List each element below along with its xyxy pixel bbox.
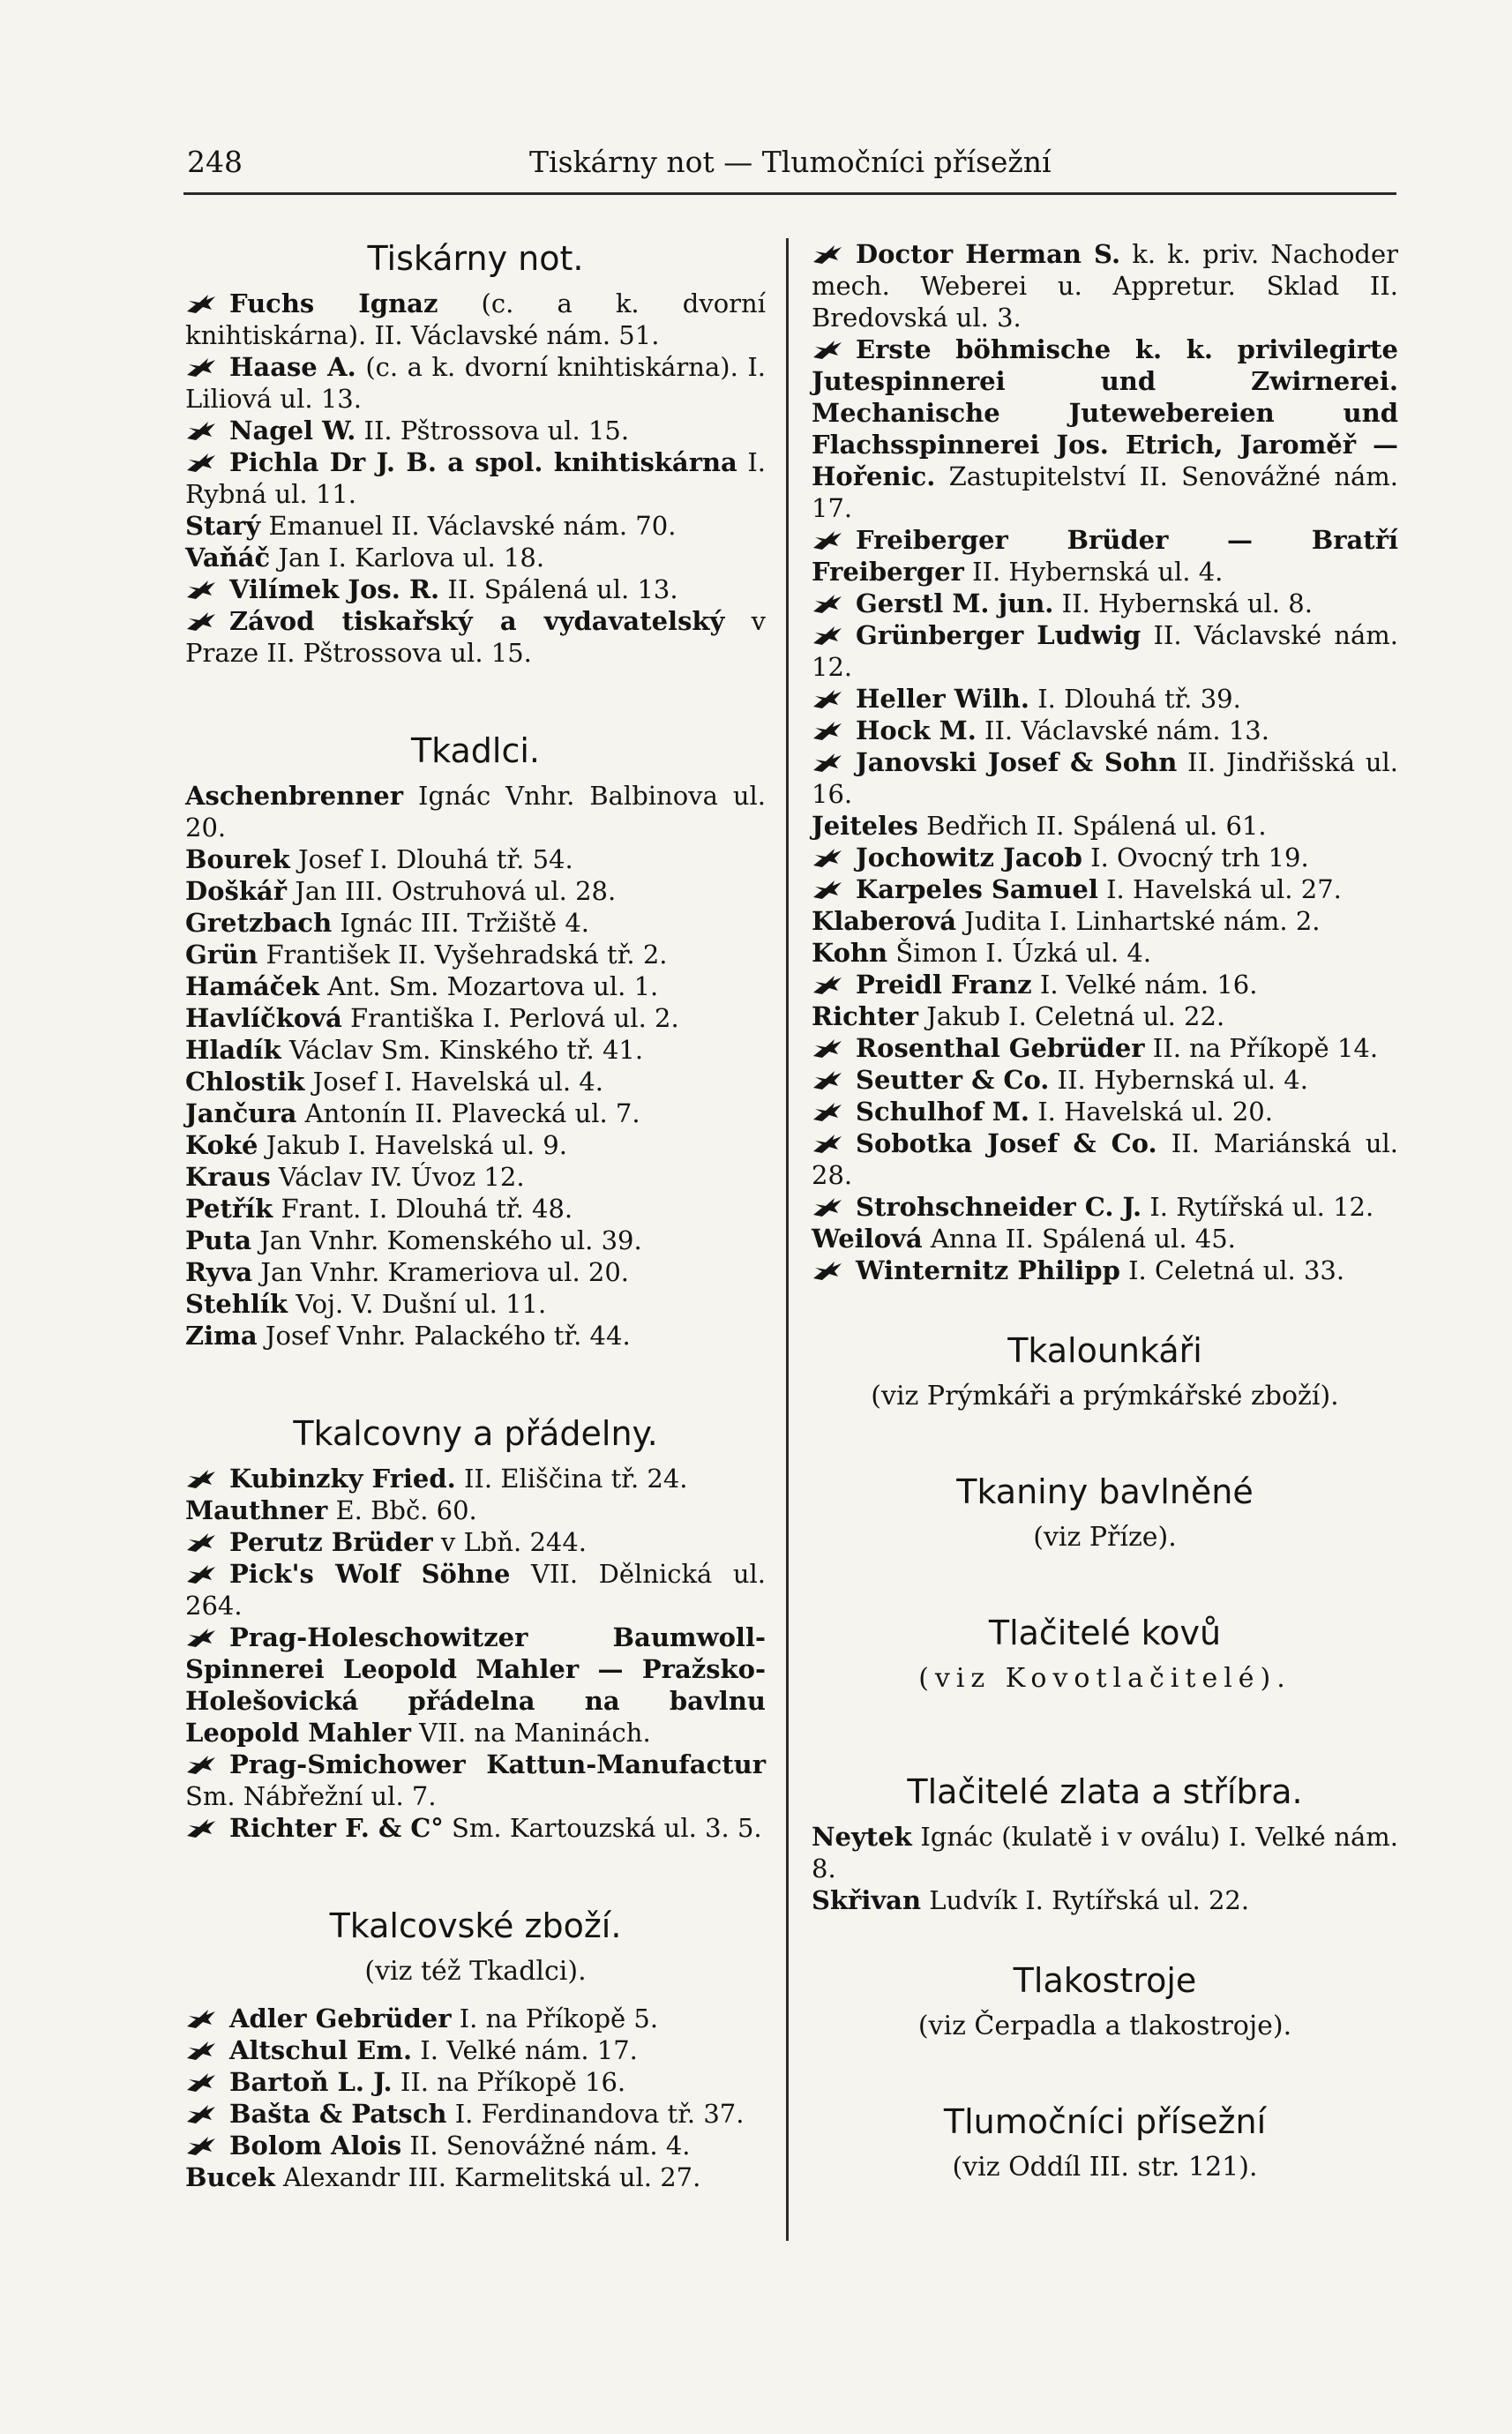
section-title: Tkalounkáři (1007, 1331, 1202, 1370)
entry-name: Kohn (812, 938, 888, 968)
section-title: Tkalcovny a přádelny. (293, 1414, 658, 1453)
directory-entry (185, 415, 766, 446)
entry-name: Prag-Smichower Kattun-Manufactur (229, 1749, 766, 1779)
entry-name: Preidl Franz (856, 970, 1032, 1000)
entry-address: Josef Vnhr. Palackého tř. 44. (265, 1321, 631, 1351)
pointing-hand-icon (812, 1067, 843, 1090)
pointing-hand-icon (812, 1257, 843, 1280)
entry-address: I. Ferdinandova tř. 37. (454, 2099, 745, 2129)
entry-name: Karpeles Samuel (856, 874, 1098, 904)
entry-address: Františka I. Perlová ul. 2. (350, 1003, 679, 1033)
directory-entry (812, 333, 1398, 524)
pointing-hand-icon (185, 1529, 217, 1552)
section-title: Tlumočníci přísežní (943, 2102, 1267, 2141)
directory-entry (185, 2130, 766, 2161)
directory-entry (812, 1884, 1398, 1916)
entry-name: Doctor Herman S. (856, 239, 1121, 269)
entry-address: Sm. Kartouzská ul. 3. 5. (452, 1813, 762, 1843)
entry-name: Ryva (185, 1257, 253, 1287)
entry-address: Jakub I. Havelská ul. 9. (266, 1130, 567, 1160)
section-note: (viz Oddíl III. str. 121). (952, 2152, 1258, 2183)
directory-entry (185, 605, 766, 669)
entry-name: Skřivan (812, 1885, 922, 1915)
pointing-hand-icon (812, 527, 843, 550)
entry-name: Zima (185, 1321, 258, 1351)
directory-entry (185, 1129, 766, 1161)
pointing-hand-icon (185, 2037, 217, 2060)
pointing-hand-icon (812, 876, 843, 899)
pointing-hand-icon (185, 2101, 217, 2123)
directory-entry (185, 1749, 766, 1812)
directory-entry (812, 1000, 1398, 1032)
entry-name: Doškář (185, 876, 287, 906)
section-title: Tkalcovské zboží. (329, 1906, 622, 1945)
running-title: Tiskárny not — Tlumočníci přísežní (529, 145, 1052, 179)
directory-entry (185, 1066, 766, 1097)
entry-address: Václav Sm. Kinského tř. 41. (288, 1035, 644, 1065)
pointing-hand-icon (185, 1465, 217, 1488)
running-header (0, 141, 1512, 194)
entry-name: Grün (185, 940, 258, 970)
pointing-hand-icon (812, 1130, 843, 1153)
entry-address: Josef I. Havelská ul. 4. (312, 1067, 603, 1097)
entry-address: II. na Příkopě 16. (400, 2067, 626, 2097)
entry-name: Havlíčková (185, 1003, 342, 1033)
entry-address: Antonín II. Plavecká ul. 7. (304, 1098, 640, 1128)
directory-entry (812, 810, 1398, 842)
directory-entry (185, 1097, 766, 1129)
section-title: Tlačitelé kovů (988, 1614, 1222, 1652)
entry-name: Richter (812, 1001, 918, 1031)
entry-name: Bašta & Patsch (229, 2099, 447, 2129)
section-note: (viz též Tkadlci). (364, 1956, 587, 1987)
entry-address: v Praze II. Pštrossova ul. 15. (185, 606, 766, 668)
entry-address: VII. na Maninách. (419, 1718, 651, 1748)
directory-entry (812, 524, 1398, 588)
directory-entry (812, 683, 1398, 715)
section-gap (812, 1427, 1398, 1472)
entry-name: Jančura (185, 1098, 297, 1128)
entry-address: Jan I. Karlova ul. 18. (278, 543, 545, 573)
directory-entry (185, 843, 766, 875)
entry-name: Stehlík (185, 1289, 288, 1319)
section-gap (812, 1916, 1398, 1960)
pointing-hand-icon (185, 290, 217, 313)
entry-name: Haase A. (229, 352, 356, 382)
entry-name: Altschul Em. (229, 2035, 413, 2065)
entry-name: Jeiteles (812, 811, 918, 841)
pointing-hand-icon (185, 2005, 217, 2028)
section-note: (viz Čerpadla a tlakostroje). (917, 2011, 1292, 2041)
entry-address: II. Václavské nám. 12. (812, 620, 1398, 682)
entry-name: Prag-Holeschowitzer Baumwoll-Spinnerei Leopold Mahler — Pražsko-Holešovická přádelna na bavlnu Leopold Mahler (185, 1622, 766, 1748)
directory-entry (812, 715, 1398, 746)
entry-address: Jan Vnhr. Komenského ul. 39. (259, 1225, 642, 1255)
directory-entry (185, 907, 766, 939)
entry-name: Pick's Wolf Söhne (229, 1559, 511, 1589)
pointing-hand-icon (812, 336, 843, 359)
directory-entry (812, 1191, 1398, 1223)
directory-entry (185, 573, 766, 605)
pointing-hand-icon (185, 576, 217, 599)
entry-name: Winternitz Philipp (856, 1255, 1120, 1285)
entry-address: Ant. Sm. Mozartova ul. 1. (327, 971, 659, 1001)
header-rule (183, 192, 1396, 195)
entry-name: Bolom Alois (229, 2131, 402, 2161)
section-title: Tlačitelé zlata a stříbra. (907, 1772, 1303, 1811)
entry-name: Hamáček (185, 971, 319, 1001)
entry-address: I. Dlouhá tř. 39. (1037, 684, 1241, 714)
pointing-hand-icon (812, 844, 843, 867)
entry-address: Jakub I. Celetná ul. 22. (926, 1001, 1225, 1031)
pointing-hand-icon (812, 241, 843, 264)
entry-name: Seutter & Co. (856, 1065, 1050, 1095)
entry-address: František II. Vyšehradská tř. 2. (266, 940, 668, 970)
pointing-hand-icon (812, 749, 843, 772)
entry-address: Sm. Nábřežní ul. 7. (185, 1781, 437, 1811)
pointing-hand-icon (185, 417, 217, 440)
entry-address: VII. Dělnická ul. 264. (185, 1559, 766, 1621)
entry-address: (c. a k. dvorní knihtiskárna). I. Liliová ul. 13. (185, 352, 767, 414)
directory-entry (185, 1320, 766, 1352)
directory-entry (812, 937, 1398, 969)
directory-entry (185, 510, 766, 542)
directory-entry (812, 238, 1398, 333)
section-gap (812, 1710, 1398, 1771)
entry-name: Klaberová (812, 906, 957, 936)
directory-entry (185, 2098, 766, 2130)
entry-address: Šimon I. Úzká ul. 4. (895, 938, 1152, 968)
pointing-hand-icon (812, 971, 843, 994)
entry-name: Fuchs Ignaz (229, 288, 438, 318)
directory-entry (185, 351, 766, 415)
directory-entry (185, 875, 766, 907)
entry-name: Perutz Brüder (229, 1527, 433, 1557)
pointing-hand-icon (812, 1035, 843, 1058)
section-title: Tiskárny not. (367, 239, 584, 278)
entry-address: II. Spálená ul. 13. (447, 574, 678, 604)
entry-address: I. Celetná ul. 33. (1128, 1255, 1345, 1285)
directory-entry (812, 969, 1398, 1000)
entry-name: Richter F. & C° (229, 1813, 444, 1843)
directory-entry (812, 588, 1398, 619)
directory-entry (185, 1463, 766, 1494)
directory-entry (812, 1821, 1398, 1884)
entry-name: Hock M. (856, 715, 977, 745)
directory-entry (185, 1288, 766, 1320)
entry-name: Mauthner (185, 1495, 328, 1525)
entry-name: Vaňáč (185, 543, 271, 573)
pointing-hand-icon (812, 590, 843, 613)
pointing-hand-icon (812, 1194, 843, 1217)
entry-address: I. na Příkopě 5. (459, 2003, 659, 2033)
section-note: (viz Příze). (1033, 1522, 1177, 1553)
entry-address: I. Velké nám. 16. (1039, 970, 1258, 1000)
directory-entry (812, 1127, 1398, 1191)
entry-address: v Lbň. 244. (440, 1527, 588, 1557)
entry-name: Rosenthal Gebrüder (856, 1033, 1145, 1063)
entry-address: I. Havelská ul. 27. (1106, 874, 1342, 904)
pointing-hand-icon (185, 1815, 217, 1838)
directory-entry (185, 1034, 766, 1066)
entry-address: I. Rytířská ul. 12. (1149, 1192, 1374, 1222)
directory-entry (812, 1223, 1398, 1254)
entry-address: Zastupitelství II. Senovážné nám. 17. (812, 461, 1398, 523)
entry-address: II. Eliščina tř. 24. (463, 1464, 688, 1494)
entry-name: Závod tiskařský a vydavatelský (229, 606, 725, 636)
entry-address: Anna II. Spálená ul. 45. (930, 1224, 1236, 1254)
entry-address: Jan Vnhr. Krameriova ul. 20. (260, 1257, 630, 1287)
entry-name: Bourek (185, 844, 290, 874)
directory-entry (812, 873, 1398, 905)
directory-entry (185, 1002, 766, 1034)
entry-address: Voj. V. Dušní ul. 11. (296, 1289, 547, 1319)
entry-name: Schulhof M. (856, 1097, 1029, 1127)
entry-address: Bedřich II. Spálená ul. 61. (926, 811, 1267, 841)
entry-address: Ignác III. Tržiště 4. (340, 908, 589, 938)
entry-name: Gerstl M. jun. (856, 588, 1054, 618)
entry-name: Kubinzky Fried. (229, 1464, 456, 1494)
entry-address: Ignác Vnhr. Balbinova ul. 20. (185, 781, 766, 843)
directory-entry (812, 842, 1398, 873)
entry-address: Alexandr III. Karmelitská ul. 27. (283, 2162, 701, 2192)
entry-name: Adler Gebrüder (229, 2003, 452, 2033)
section-gap (812, 1569, 1398, 1613)
section-note: (viz Prýmkáři a prýmkářské zboží). (871, 1381, 1339, 1412)
directory-entry (185, 2066, 766, 2098)
pointing-hand-icon (185, 1561, 217, 1584)
pointing-hand-icon (812, 685, 843, 708)
pointing-hand-icon (812, 622, 843, 645)
section-gap (812, 2057, 1398, 2101)
entry-name: Grünberger Ludwig (856, 620, 1141, 650)
entry-name: Gretzbach (185, 908, 333, 938)
pointing-hand-icon (185, 449, 217, 472)
entry-address: II. na Příkopě 14. (1152, 1033, 1379, 1063)
entry-name: Kraus (185, 1162, 271, 1192)
entry-address: II. Hybernská ul. 4. (972, 557, 1224, 587)
section-title: Tkaniny bavlněné (956, 1472, 1254, 1511)
directory-entry (812, 746, 1398, 810)
entry-address: Václav IV. Úvoz 12. (278, 1162, 525, 1192)
entry-address: k. k. priv. Nachoder mech. Weberei u. Appretur. Sklad II. Bredovská ul. 3. (812, 239, 1399, 333)
entry-address: E. Bbč. 60. (335, 1495, 477, 1525)
entry-address: II. Hybernská ul. 8. (1061, 588, 1313, 618)
pointing-hand-icon (812, 717, 843, 740)
directory-entry (185, 2034, 766, 2066)
section-title: Tlakostroje (1013, 1961, 1197, 2000)
directory-entry (185, 780, 766, 843)
entry-name: Bartoň L. J. (229, 2067, 393, 2097)
directory-entry (185, 1621, 766, 1749)
directory-entry (812, 905, 1398, 937)
directory-entry (185, 446, 766, 510)
pointing-hand-icon (185, 354, 217, 377)
directory-entry (812, 1064, 1398, 1096)
directory-entry (185, 1494, 766, 1526)
left-column (185, 238, 766, 2193)
entry-address: I. Velké nám. 17. (420, 2035, 638, 2065)
entry-address: Judita I. Linhartské nám. 2. (964, 906, 1321, 936)
directory-entry (185, 2161, 766, 2193)
section-title: Tkadlci. (410, 731, 541, 770)
entry-address: I. Ovocný trh 19. (1090, 843, 1309, 872)
directory-entry (185, 1256, 766, 1288)
pointing-hand-icon (812, 1098, 843, 1121)
entry-name: Sobotka Josef & Co. (856, 1128, 1157, 1158)
entry-address: II. Mariánská ul. 28. (812, 1128, 1398, 1190)
entry-name: Pichla Dr J. B. a spol. knihtiskárna (229, 447, 737, 477)
directory-entry (185, 288, 766, 351)
entry-name: Petřík (185, 1194, 273, 1224)
directory-entry (185, 2003, 766, 2034)
directory-entry (185, 1558, 766, 1621)
entry-name: Weilová (812, 1224, 923, 1254)
section-gap (185, 1844, 766, 1906)
pointing-hand-icon (185, 2069, 217, 2092)
directory-entry (812, 1254, 1398, 1286)
entry-address: Emanuel II. Václavské nám. 70. (268, 511, 677, 541)
section-gap (185, 669, 766, 730)
directory-entry (185, 542, 766, 573)
directory-entry (185, 970, 766, 1002)
entry-name: Chlostik (185, 1067, 305, 1097)
entry-name: Bucek (185, 2162, 275, 2192)
entry-name: Erste böhmische k. k. privilegirte Jutespinnerei und Zwirnerei. Mechanische Jutewebereien und Flachsspinnerei Jos. Etrich, Jaroměř — Hořenic. (812, 334, 1398, 491)
directory-entry (812, 1096, 1398, 1127)
directory-entry (185, 1224, 766, 1256)
entry-name: Starý (185, 511, 261, 541)
entry-name: Jochowitz Jacob (856, 843, 1082, 872)
directory-entry (185, 1193, 766, 1224)
entry-address: Frant. I. Dlouhá tř. 48. (281, 1194, 573, 1224)
section-gap (812, 1286, 1398, 1330)
entry-name: Heller Wilh. (856, 684, 1029, 714)
entry-address: (c. a k. dvorní knihtiskárna). II. Václavské nám. 51. (185, 288, 766, 350)
entry-name: Strohschneider C. J. (856, 1192, 1142, 1222)
entry-address: II. Pštrossova ul. 15. (363, 416, 630, 446)
entry-name: Vilímek Jos. R. (229, 574, 440, 604)
entry-address: Ignác (kulatě i v oválu) I. Velké nám. 8. (812, 1822, 1398, 1884)
column-rule (786, 238, 789, 2241)
directory-entry (185, 1526, 766, 1558)
entry-name: Puta (185, 1225, 252, 1255)
entry-address: II. Senovážné nám. 4. (409, 2131, 691, 2161)
page-number: 248 (187, 145, 243, 179)
directory-entry (185, 1812, 766, 1844)
pointing-hand-icon (185, 1751, 217, 1774)
entry-name: Neytek (812, 1822, 912, 1852)
entry-address: II. Václavské nám. 13. (984, 715, 1269, 745)
entry-name: Koké (185, 1130, 258, 1160)
pointing-hand-icon (185, 1624, 217, 1647)
directory-entry (812, 1032, 1398, 1064)
directory-entry (185, 1161, 766, 1193)
right-column (812, 238, 1398, 2198)
entry-name: Nagel W. (229, 416, 356, 446)
entry-name: Janovski Josef & Sohn (856, 747, 1178, 777)
directory-entry (185, 939, 766, 970)
entry-name: Aschenbrenner (185, 781, 404, 811)
entry-address: Ludvík I. Rytířská ul. 22. (929, 1885, 1250, 1915)
entry-address: Josef I. Dlouhá tř. 54. (297, 844, 573, 874)
entry-address: I. Havelská ul. 20. (1037, 1097, 1273, 1127)
section-gap (185, 1352, 766, 1413)
entry-address: II. Hybernská ul. 4. (1057, 1065, 1308, 1095)
directory-entry (812, 619, 1398, 683)
entry-name: Freiberger Brüder — Bratří Freiberger (812, 525, 1398, 587)
pointing-hand-icon (185, 2132, 217, 2155)
entry-name: Hladík (185, 1035, 281, 1065)
section-note: (viz Kovotlačitelé). (918, 1663, 1291, 1694)
entry-address: II. Jindřišská ul. 16. (812, 747, 1398, 809)
pointing-hand-icon (185, 608, 217, 631)
entry-address: Jan III. Ostruhová ul. 28. (295, 876, 617, 906)
entry-address: I. Rybná ul. 11. (185, 447, 766, 509)
